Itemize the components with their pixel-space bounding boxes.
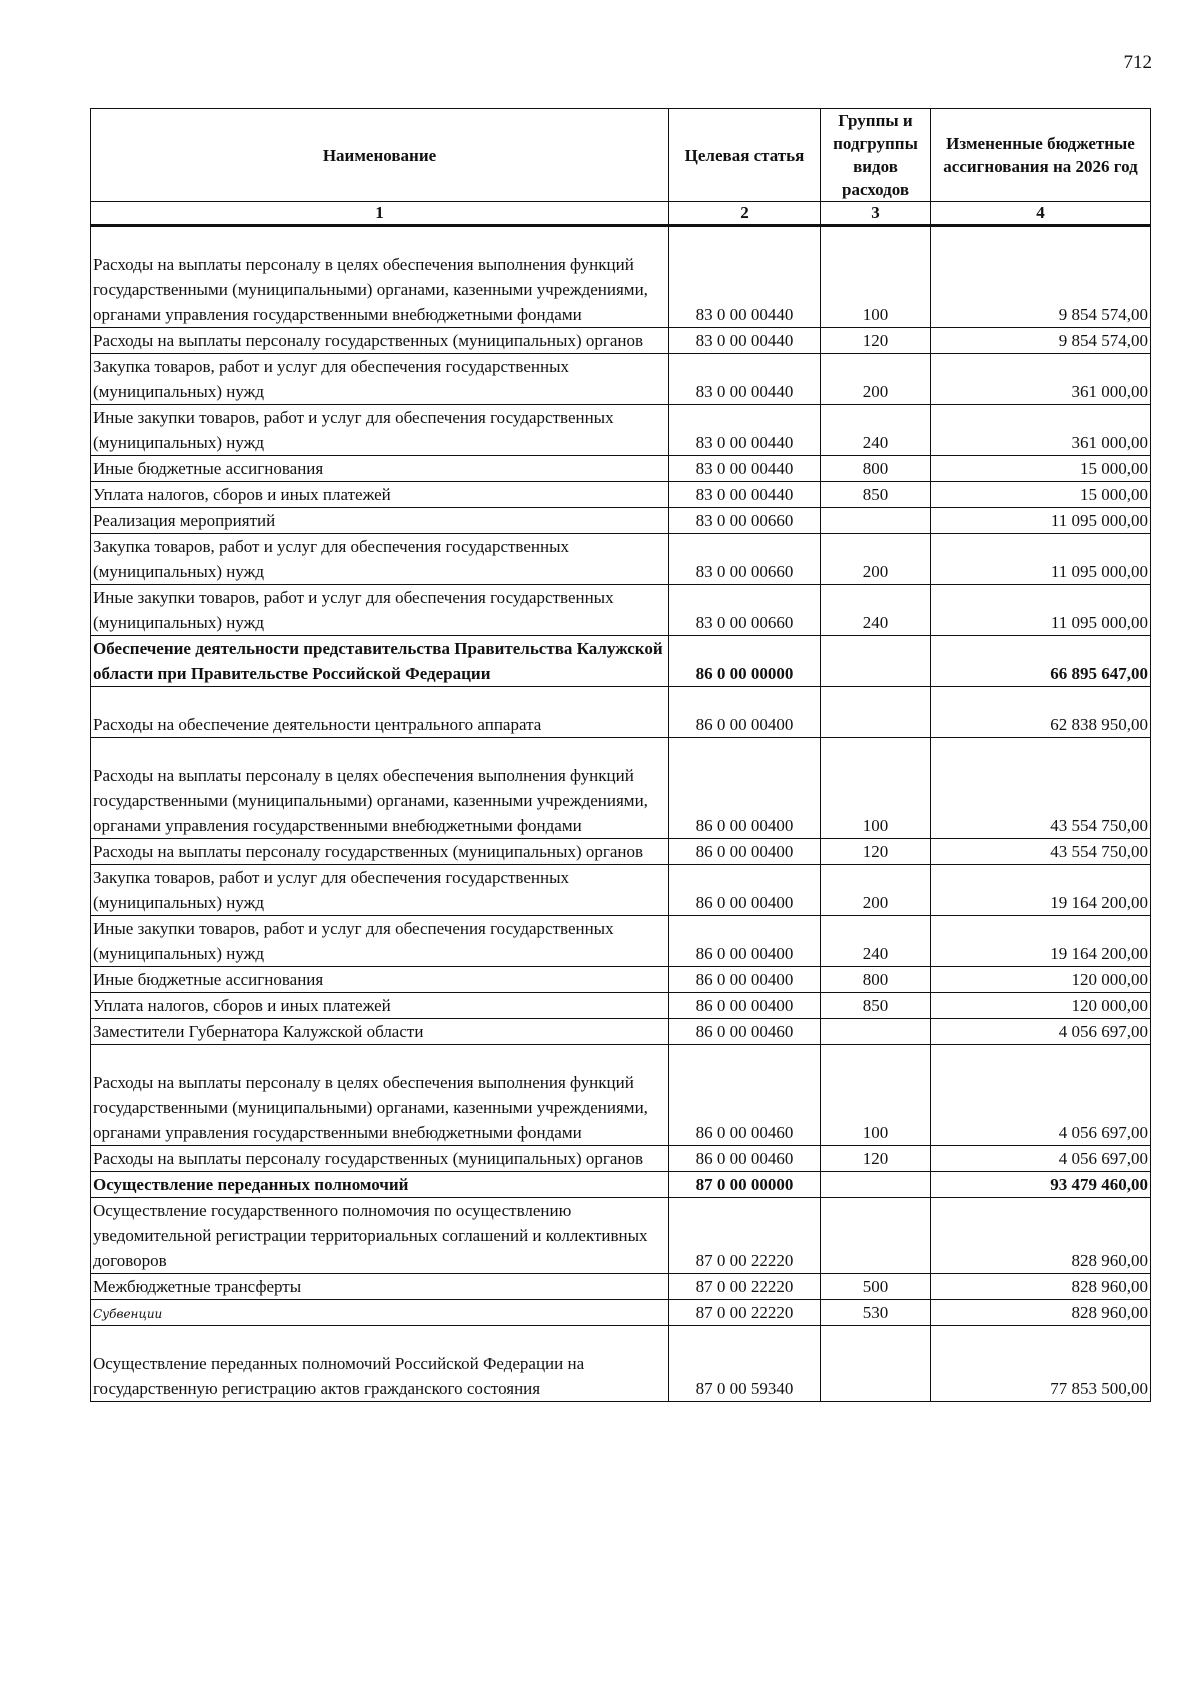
row-amount: 361 000,00 [931,405,1151,456]
row-amount: 19 164 200,00 [931,865,1151,916]
table-row [91,1300,1151,1326]
row-name: Осуществление переданных полномочий [91,1172,669,1198]
row-expense-group: 240 [821,585,931,636]
row-expense-group: 850 [821,993,931,1019]
table-row [91,1019,1151,1045]
row-target-article: 86 0 00 00400 [669,916,821,967]
row-name: Уплата налогов, сборов и иных платежей [91,993,669,1019]
row-target-article: 83 0 00 00440 [669,226,821,328]
row-amount: 15 000,00 [931,482,1151,508]
table-row [91,1146,1151,1172]
table-row [91,993,1151,1019]
row-expense-group [821,508,931,534]
row-amount: 9 854 574,00 [931,328,1151,354]
row-amount: 43 554 750,00 [931,839,1151,865]
row-name: Закупка товаров, работ и услуг для обеспечения государственных (муниципальных) нужд [91,534,669,585]
row-name: Расходы на обеспечение деятельности центрального аппарата [91,687,669,738]
table-header [91,109,1151,226]
header-number-2: 2 [669,202,821,226]
table-row [91,1326,1151,1402]
header-number-3: 3 [821,202,931,226]
row-amount: 4 056 697,00 [931,1019,1151,1045]
row-expense-group: 100 [821,738,931,839]
row-expense-group: 200 [821,865,931,916]
table-row [91,354,1151,405]
row-amount: 15 000,00 [931,456,1151,482]
row-target-article: 83 0 00 00660 [669,508,821,534]
row-amount: 62 838 950,00 [931,687,1151,738]
row-expense-group: 530 [821,1300,931,1326]
header-number-1: 1 [91,202,669,226]
row-amount: 828 960,00 [931,1300,1151,1326]
row-target-article: 83 0 00 00660 [669,585,821,636]
row-name: Расходы на выплаты персоналу государственных (муниципальных) органов [91,1146,669,1172]
row-expense-group [821,1326,931,1402]
row-name: Расходы на выплаты персоналу в целях обеспечения выполнения функций государственными (муниципальными) органами, казенными учреждениями, органами управления государственными внебюджетными фондами [91,1045,669,1146]
row-expense-group: 120 [821,1146,931,1172]
header-expense-groups: Группы и подгруппы видов расходов [821,109,931,202]
table-row [91,226,1151,328]
row-amount: 77 853 500,00 [931,1326,1151,1402]
row-target-article: 86 0 00 00000 [669,636,821,687]
table-row [91,738,1151,839]
row-target-article: 86 0 00 00400 [669,993,821,1019]
table-row [91,1045,1151,1146]
row-expense-group [821,636,931,687]
row-amount: 120 000,00 [931,967,1151,993]
row-amount: 4 056 697,00 [931,1146,1151,1172]
row-name: Обеспечение деятельности представительства Правительства Калужской области при Правительстве Российской Федерации [91,636,669,687]
row-name: Расходы на выплаты персоналу в целях обеспечения выполнения функций государственными (муниципальными) органами, казенными учреждениями, органами управления государственными внебюджетными фондами [91,738,669,839]
row-name: Иные закупки товаров, работ и услуг для обеспечения государственных (муниципальных) нужд [91,916,669,967]
row-name: Заместители Губернатора Калужской области [91,1019,669,1045]
row-expense-group: 120 [821,839,931,865]
row-name: Иные бюджетные ассигнования [91,967,669,993]
row-name: Иные закупки товаров, работ и услуг для обеспечения государственных (муниципальных) нужд [91,405,669,456]
header-amount-2026: Измененные бюджетные ассигнования на 2026 год [931,109,1151,202]
row-expense-group: 200 [821,354,931,405]
table-row [91,585,1151,636]
row-target-article: 86 0 00 00460 [669,1146,821,1172]
row-amount: 19 164 200,00 [931,916,1151,967]
table-row [91,636,1151,687]
row-name: Реализация мероприятий [91,508,669,534]
page-number: 712 [1123,52,1152,73]
row-expense-group: 240 [821,405,931,456]
table-row [91,328,1151,354]
header-name: Наименование [91,109,669,202]
table-body [91,226,1151,1402]
row-expense-group: 850 [821,482,931,508]
table-row [91,405,1151,456]
table-row [91,482,1151,508]
table-row [91,1198,1151,1274]
header-target-article: Целевая статья [669,109,821,202]
row-amount: 828 960,00 [931,1274,1151,1300]
row-expense-group: 800 [821,967,931,993]
row-target-article: 86 0 00 00460 [669,1045,821,1146]
row-name: Расходы на выплаты персоналу государственных (муниципальных) органов [91,839,669,865]
row-target-article: 83 0 00 00440 [669,354,821,405]
row-expense-group: 100 [821,226,931,328]
table-row [91,865,1151,916]
row-amount: 361 000,00 [931,354,1151,405]
row-amount: 11 095 000,00 [931,534,1151,585]
table-row [91,687,1151,738]
row-amount: 66 895 647,00 [931,636,1151,687]
table-row [91,916,1151,967]
row-name: Осуществление государственного полномочия по осуществлению уведомительной регистрации территориальных соглашений и коллективных договоров [91,1198,669,1274]
row-amount: 11 095 000,00 [931,585,1151,636]
row-target-article: 86 0 00 00400 [669,967,821,993]
row-name: Расходы на выплаты персоналу государственных (муниципальных) органов [91,328,669,354]
table-row [91,967,1151,993]
row-expense-group [821,687,931,738]
row-name: Уплата налогов, сборов и иных платежей [91,482,669,508]
row-target-article: 87 0 00 00000 [669,1172,821,1198]
row-target-article: 83 0 00 00440 [669,405,821,456]
row-name: Иные закупки товаров, работ и услуг для обеспечения государственных (муниципальных) нужд [91,585,669,636]
row-target-article: 87 0 00 22220 [669,1198,821,1274]
row-target-article: 87 0 00 22220 [669,1274,821,1300]
table-row [91,1172,1151,1198]
row-name: Иные бюджетные ассигнования [91,456,669,482]
row-target-article: 86 0 00 00460 [669,1019,821,1045]
row-target-article: 83 0 00 00440 [669,456,821,482]
row-name: Осуществление переданных полномочий Российской Федерации на государственную регистрацию актов гражданского состояния [91,1326,669,1402]
row-amount: 11 095 000,00 [931,508,1151,534]
budget-table [90,108,1151,1402]
row-expense-group: 240 [821,916,931,967]
row-name: Субвенции [91,1300,669,1326]
row-name: Закупка товаров, работ и услуг для обеспечения государственных (муниципальных) нужд [91,354,669,405]
row-expense-group [821,1172,931,1198]
row-name: Расходы на выплаты персоналу в целях обеспечения выполнения функций государственными (муниципальными) органами, казенными учреждениями, органами управления государственными внебюджетными фондами [91,226,669,328]
row-target-article: 87 0 00 22220 [669,1300,821,1326]
row-target-article: 86 0 00 00400 [669,687,821,738]
row-expense-group [821,1019,931,1045]
row-expense-group: 800 [821,456,931,482]
table-row [91,1274,1151,1300]
row-expense-group: 120 [821,328,931,354]
row-amount: 43 554 750,00 [931,738,1151,839]
row-expense-group: 500 [821,1274,931,1300]
row-amount: 828 960,00 [931,1198,1151,1274]
row-target-article: 83 0 00 00440 [669,328,821,354]
row-expense-group: 100 [821,1045,931,1146]
table-row [91,839,1151,865]
row-expense-group: 200 [821,534,931,585]
table-row [91,534,1151,585]
row-name: Закупка товаров, работ и услуг для обеспечения государственных (муниципальных) нужд [91,865,669,916]
row-target-article: 83 0 00 00440 [669,482,821,508]
row-target-article: 86 0 00 00400 [669,865,821,916]
row-amount: 93 479 460,00 [931,1172,1151,1198]
header-number-4: 4 [931,202,1151,226]
row-amount: 120 000,00 [931,993,1151,1019]
row-amount: 4 056 697,00 [931,1045,1151,1146]
table-row [91,508,1151,534]
table-row [91,456,1151,482]
row-target-article: 86 0 00 00400 [669,839,821,865]
row-expense-group [821,1198,931,1274]
row-target-article: 83 0 00 00660 [669,534,821,585]
row-target-article: 86 0 00 00400 [669,738,821,839]
row-target-article: 87 0 00 59340 [669,1326,821,1402]
row-amount: 9 854 574,00 [931,226,1151,328]
row-name: Межбюджетные трансферты [91,1274,669,1300]
